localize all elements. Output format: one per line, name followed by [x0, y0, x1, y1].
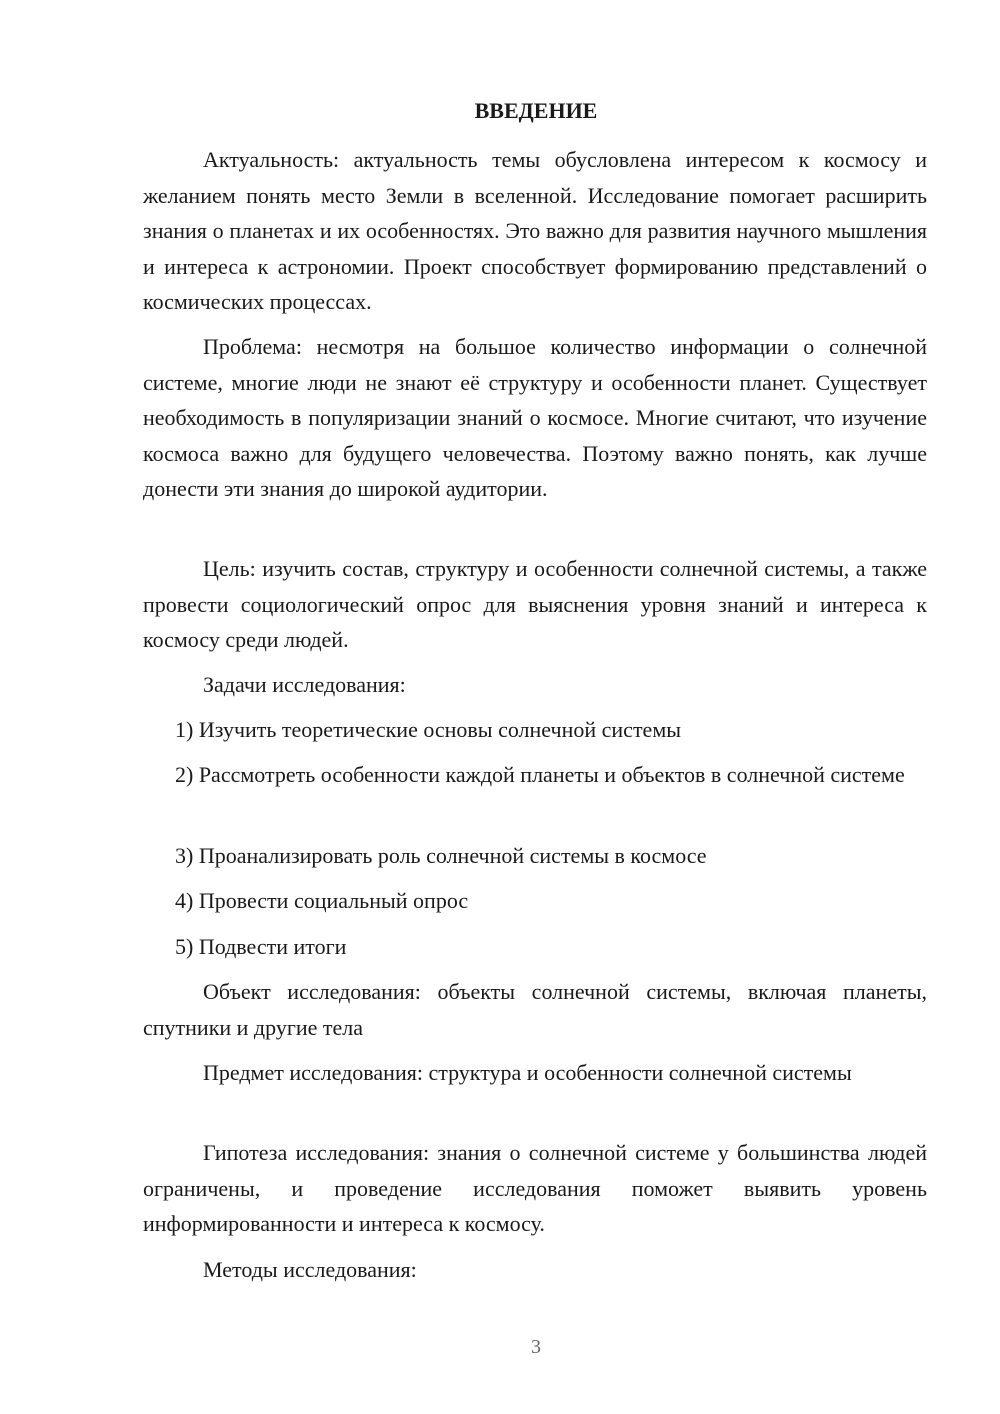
page-number: 3	[531, 1336, 541, 1358]
paragraph-subject: Предмет исследования: структура и особенности солнечной системы	[203, 1060, 852, 1085]
paragraph-hypothesis: Гипотеза исследования: знания о солнечной системе у большинства людей ограничены, и проведение исследования поможет выявить уровень информированности и интереса к космосу.	[143, 1140, 927, 1236]
task-item-4: 4) Провести социальный опрос	[175, 888, 469, 913]
paragraph-relevance: Актуальность: актуальность темы обусловлена интересом к космосу и желанием понять место Земли в вселенной. Исследование помогает расширить знания о планетах и их особенностях. Это важно для развития научного мышления и интереса к астрономии. Проект способствует формированию представлений о космических процессах.	[143, 147, 927, 314]
paragraph-problem: Проблема: несмотря на большое количество информации о солнечной системе, многие люди не знают её структуру и особенности планет. Существует необходимость в популяризации знаний о космосе. Многие считают, что изучение космоса важно для будущего человечества. Поэтому важно понять, как лучше донести эти знания до широкой аудитории.	[143, 334, 927, 501]
page-title: ВВЕДЕНИЕ	[474, 98, 598, 123]
paragraph-object: Объект исследования: объекты солнечной системы, включая планеты, спутники и другие тела	[143, 979, 927, 1040]
task-item-3: 3) Проанализировать роль солнечной системы в космосе	[175, 843, 707, 868]
paragraph-goal: Цель: изучить состав, структуру и особенности солнечной системы, а также провести социологический опрос для выяснения уровня знаний и интереса к космосу среди людей.	[143, 556, 927, 652]
task-item-2: 2) Рассмотреть особенности каждой планеты и объектов в солнечной системе	[175, 762, 905, 787]
task-item-5: 5) Подвести итоги	[175, 934, 347, 959]
methods-heading: Методы исследования:	[203, 1257, 417, 1282]
task-item-1: 1) Изучить теоретические основы солнечной системы	[175, 717, 682, 742]
tasks-heading: Задачи исследования:	[203, 672, 406, 697]
